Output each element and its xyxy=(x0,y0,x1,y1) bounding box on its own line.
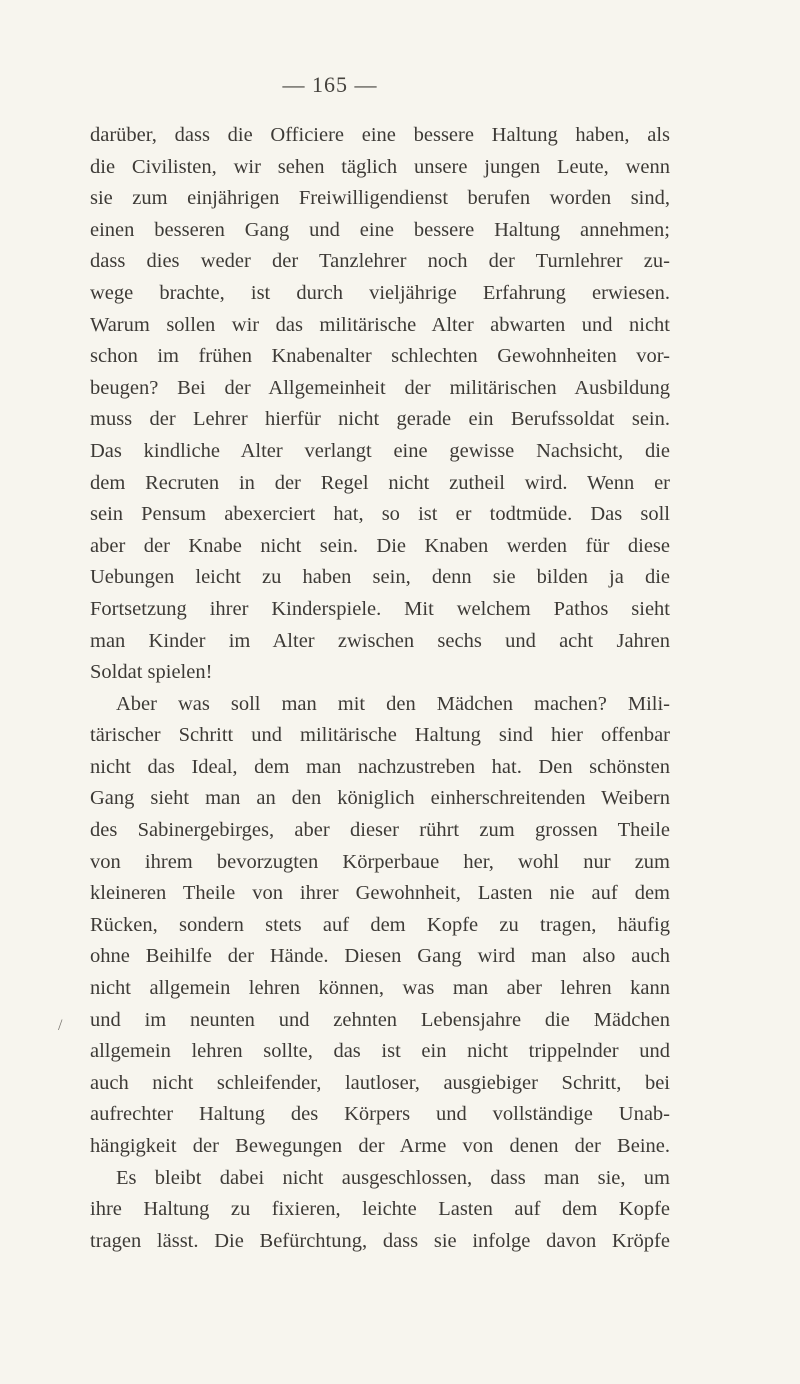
text-line: auch nicht schleifender, lautloser, ausgiebiger Schritt, bei xyxy=(90,1071,670,1094)
text-line: Aber was soll man mit den Mädchen machen? Mili- xyxy=(116,692,670,715)
text-line: schon im frühen Knabenalter schlechten Gewohnheiten vor- xyxy=(90,345,670,368)
text-line: aufrechter Haltung des Körpers und vollständige Unab- xyxy=(90,1103,670,1126)
text-line: beugen? Bei der Allgemeinheit der militärischen Ausbildung xyxy=(90,376,670,399)
text-line: einen besseren Gang und eine bessere Haltung annehmen; xyxy=(90,218,670,241)
text-line: nicht das Ideal, dem man nachzustreben hat. Den schönsten xyxy=(90,755,670,778)
text-line: kleineren Theile von ihrer Gewohnheit, Lasten nie auf dem xyxy=(90,882,670,905)
text-line: tärischer Schritt und militärische Haltung sind hier offenbar xyxy=(90,724,670,747)
text-line: ohne Beihilfe der Hände. Diesen Gang wird man also auch xyxy=(90,945,670,968)
text-line: und im neunten und zehnten Lebensjahre die Mädchen xyxy=(90,1008,670,1031)
text-line: Soldat spielen! xyxy=(90,661,213,684)
text-line: allgemein lehren sollte, das ist ein nicht trippelnder und xyxy=(90,1040,670,1063)
text-line: sein Pensum abexerciert hat, so ist er todtmüde. Das soll xyxy=(90,503,670,526)
margin-mark: / xyxy=(58,1017,63,1034)
text-line: von ihrem bevorzugten Körperbaue her, wohl nur zum xyxy=(90,850,670,873)
body-text xyxy=(90,120,670,1257)
text-line: Das kindliche Alter verlangt eine gewisse Nachsicht, die xyxy=(90,439,670,462)
text-line: dem Recruten in der Regel nicht zutheil wird. Wenn er xyxy=(90,471,670,494)
text-line: Gang sieht man an den königlich einherschreitenden Weibern xyxy=(90,787,670,810)
text-line: hängigkeit der Bewegungen der Arme von denen der Beine. xyxy=(90,1135,670,1157)
text-line: wege brachte, ist durch vieljährige Erfahrung erwiesen. xyxy=(90,281,670,304)
text-line: die Civilisten, wir sehen täglich unsere jungen Leute, wenn xyxy=(90,155,670,178)
text-line: darüber, dass die Officiere eine bessere Haltung haben, als xyxy=(90,124,670,146)
text-line: des Sabinergebirges, aber dieser rührt zum grossen Theile xyxy=(90,819,670,842)
text-line: dass dies weder der Tanzlehrer noch der Turnlehrer zu- xyxy=(90,250,670,273)
text-line: man Kinder im Alter zwischen sechs und acht Jahren xyxy=(90,629,670,652)
text-line: nicht allgemein lehren können, was man aber lehren kann xyxy=(90,977,670,1000)
text-line: Uebungen leicht zu haben sein, denn sie bilden ja die xyxy=(90,566,670,589)
text-line: Fortsetzung ihrer Kinderspiele. Mit welchem Pathos sieht xyxy=(90,597,670,620)
text-line: Rücken, sondern stets auf dem Kopfe zu tragen, häufig xyxy=(90,913,670,936)
text-line: muss der Lehrer hierfür nicht gerade ein Berufssoldat sein. xyxy=(90,408,670,431)
text-line: ihre Haltung zu fixieren, leichte Lasten auf dem Kopfe xyxy=(90,1198,670,1221)
text-line: tragen lässt. Die Befürchtung, dass sie infolge davon Kröpfe xyxy=(90,1229,670,1252)
text-line: Warum sollen wir das militärische Alter abwarten und nicht xyxy=(90,313,670,336)
text-line: sie zum einjährigen Freiwilligendienst berufen worden sind, xyxy=(90,187,670,210)
page-number: — 165 — xyxy=(282,72,378,97)
text-line: aber der Knabe nicht sein. Die Knaben werden für diese xyxy=(90,534,670,557)
text-line: Es bleibt dabei nicht ausgeschlossen, dass man sie, um xyxy=(116,1166,670,1189)
